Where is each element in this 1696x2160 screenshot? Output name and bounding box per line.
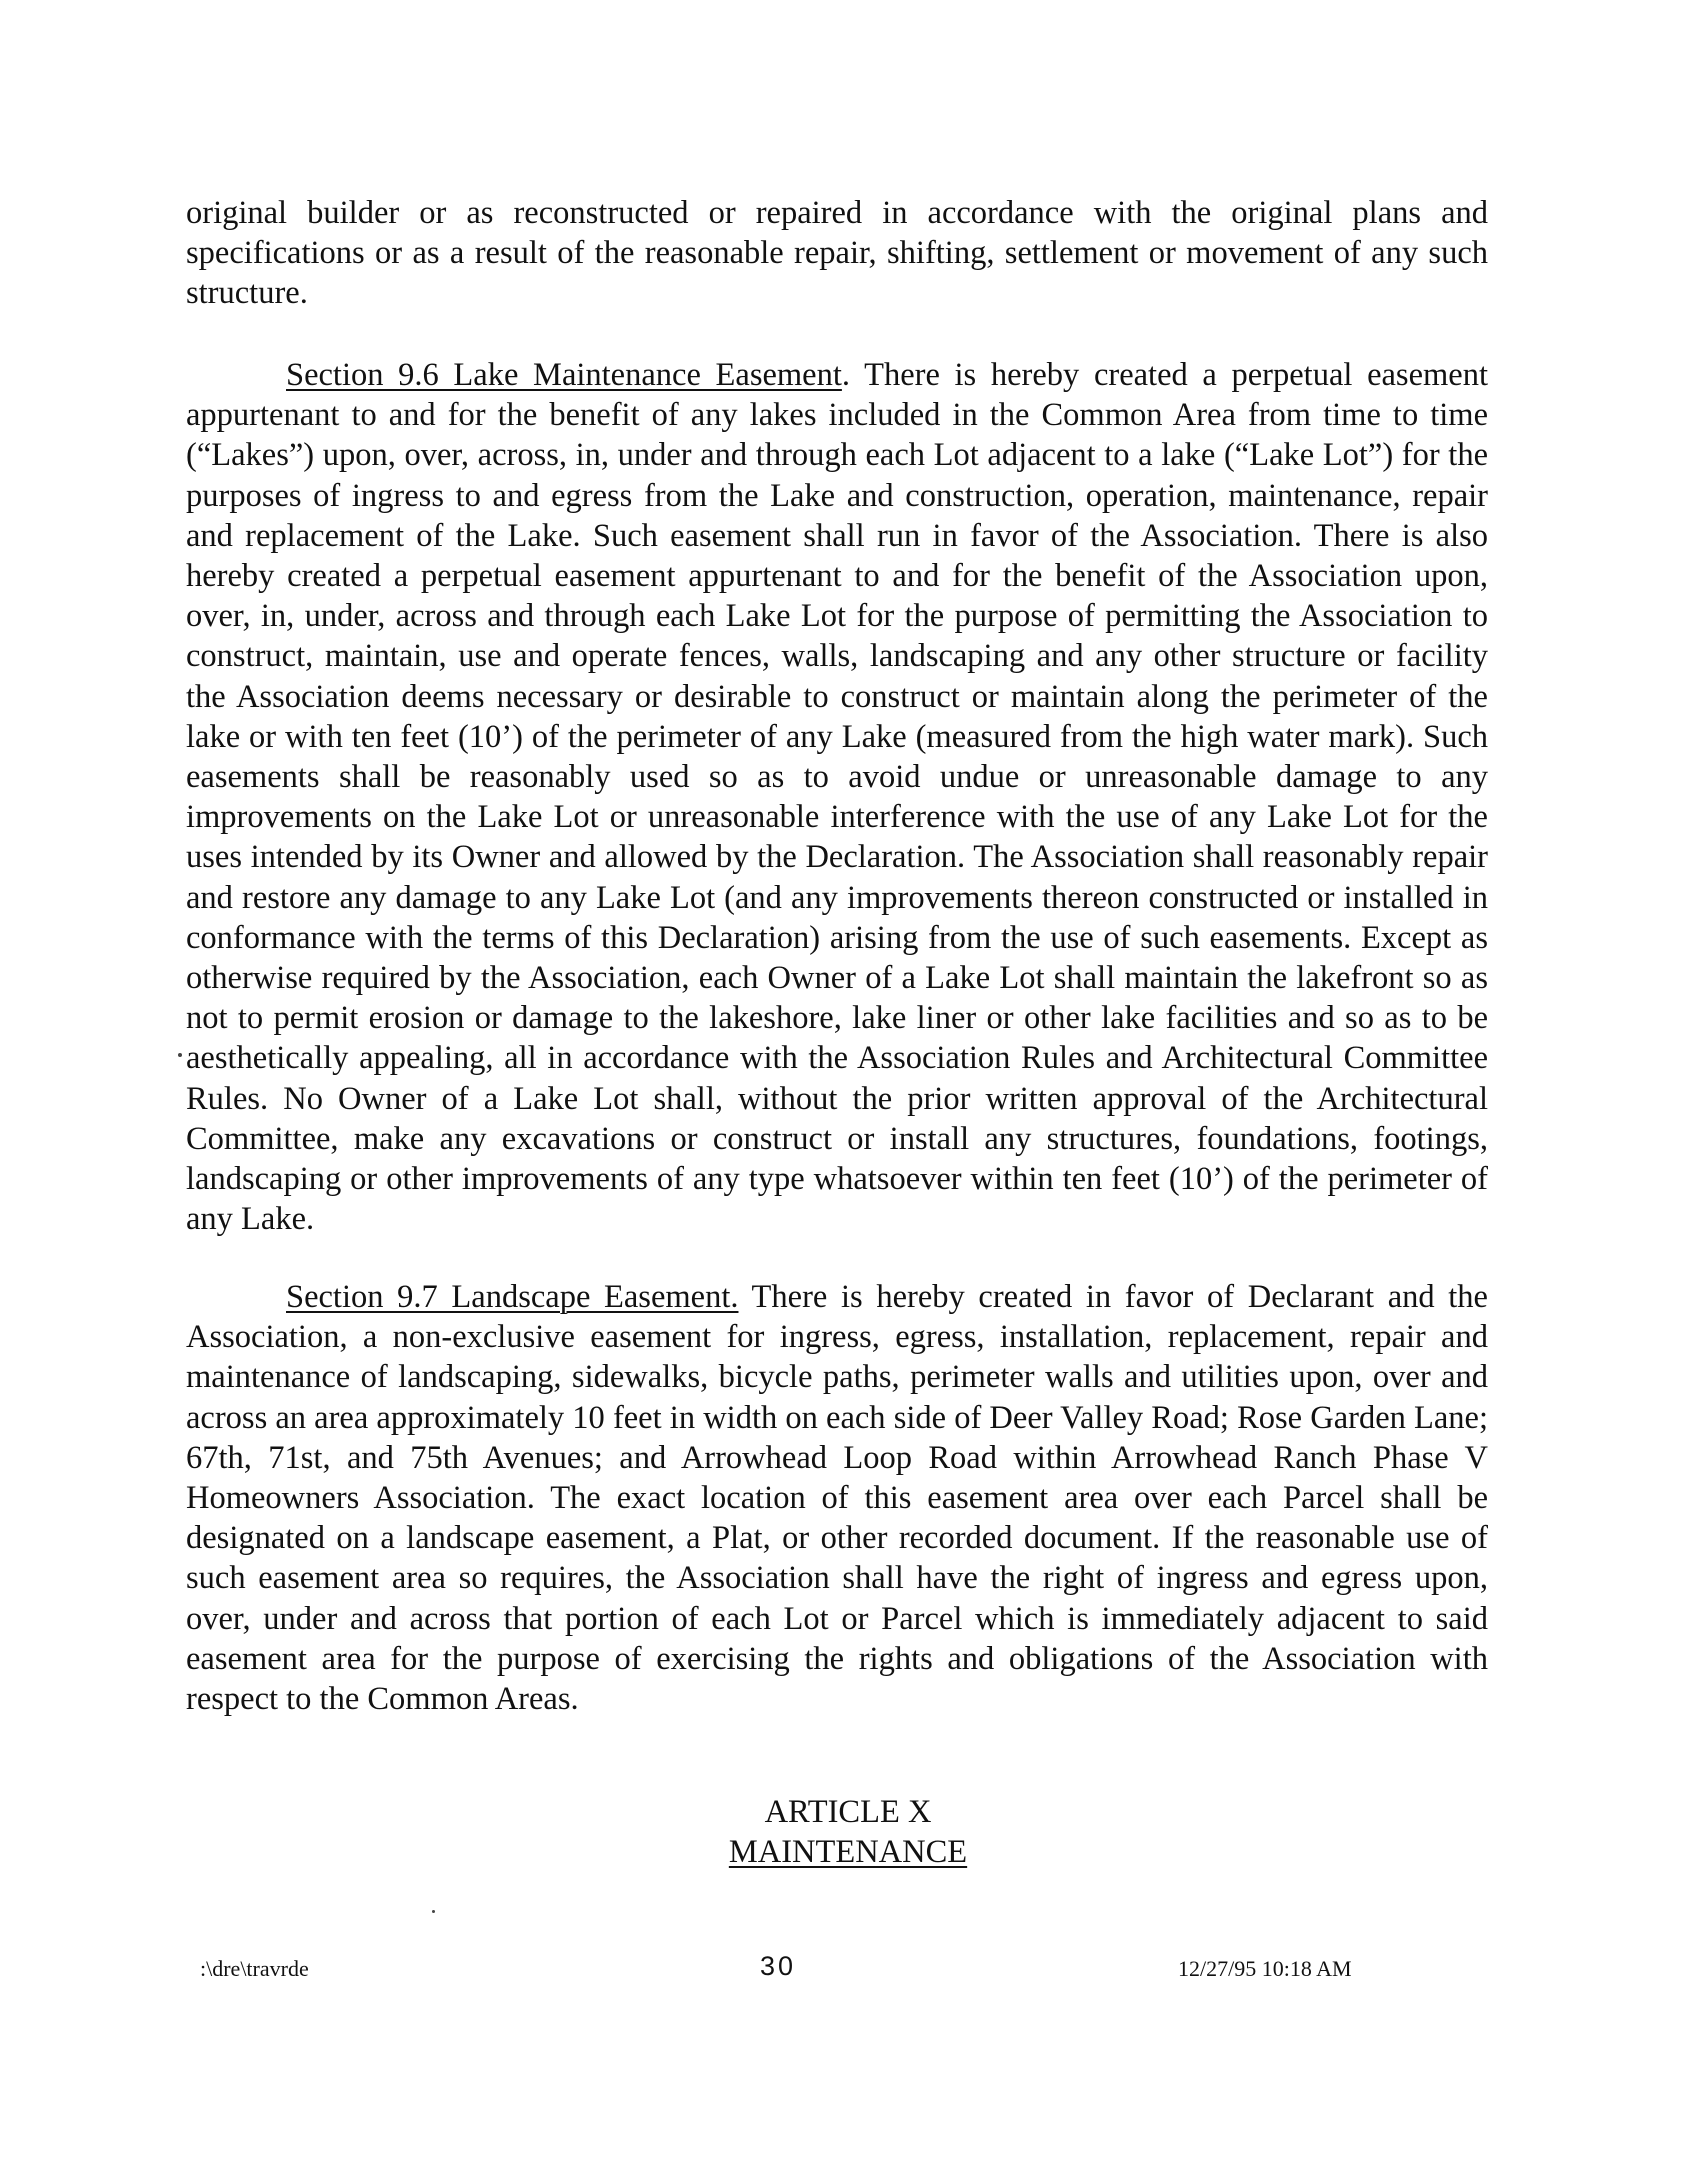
section-9-6-paragraph xyxy=(186,355,1488,1239)
section-9-7-heading: Section 9.7 Landscape Easement. xyxy=(286,1279,739,1315)
article-number: ARTICLE X xyxy=(764,1794,932,1830)
continuation-paragraph: original builder or as reconstructed or repaired in accordance with the original plans and specifications or as a result of the reasonable repair, shifting, settlement or movement of any such structure. xyxy=(186,195,1488,312)
section-9-7-paragraph xyxy=(186,1277,1488,1719)
section-9-6-heading: Section 9.6 Lake Maintenance Easement xyxy=(286,357,842,393)
section-9-6-body: There is hereby created a perpetual easement appurtenant to and for the benefit of any lakes included in the Common Area from time to time (“Lakes”) upon, over, across, in, under and through each Lot adjacent to a lake (“Lake Lot”) for the purposes of ingress to and egress from the Lake and construction, operation, maintenance, repair and replacement of the Lake. Such easement shall run in favor of the Association. There is also hereby created a perpetual easement appurtenant to and for the benefit of the Association upon, over, in, under, across and through each Lake Lot for the purpose of permitting the Association to construct, maintain, use and operate fences, walls, landscaping and any other structure or facility the Association deems necessary or desirable to construct or maintain along the perimeter of the lake or with ten feet (10’) of the perimeter of any Lake (measured from the high water mark). Such easements shall be reasonably used so as to avoid undue or unreasonable damage to any improvements on the Lake Lot or unreasonable interference with the use of any Lake Lot for the uses intended by its Owner and allowed by the Declaration. The Association shall reasonably repair and restore any damage to any Lake Lot (and any improvements thereon constructed or installed in conformance with the terms of this Declaration) arising from the use of such easements. Except as otherwise required by the Association, each Owner of a Lake Lot shall maintain the lakefront so as not to permit erosion or damage to the lakeshore, lake liner or other lake facilities and so as to be aesthetically appealing, all in accordance with the Association Rules and Architectural Committee Rules. No Owner of a Lake Lot shall, without the prior written approval of the Architectural Committee, make any excavations or construct or install any structures, foundations, footings, landscaping or other improvements of any type whatsoever within ten feet (10’) of the perimeter of any Lake. xyxy=(186,357,1488,1238)
footer-timestamp: 12/27/95 10:18 AM xyxy=(1178,1956,1352,1981)
footer-page-number: 30 xyxy=(760,1951,797,1981)
footer-file-path: :\dre\travrde xyxy=(200,1956,309,1981)
section-9-6-heading-punct: . xyxy=(841,357,851,393)
section-9-7-body: There is hereby created in favor of Declarant and the Association, a non-exclusive easement for ingress, egress, installation, replacement, repair and maintenance of landscaping, sidewalks, bicycle paths, perimeter walls and utilities upon, over and across an area approximately 10 feet in width on each side of Deer Valley Road; Rose Garden Lane; 67th, 71st, and 75th Avenues; and Arrowhead Loop Road within Arrowhead Ranch Phase V Homeowners Association. The exact location of this easement area over each Parcel shall be designated on a landscape easement, a Plat, or other recorded document. If the reasonable use of such easement area so requires, the Association shall have the right of ingress and egress upon, over, under and across that portion of each Lot or Parcel which is immediately adjacent to said easement area for the purpose of exercising the rights and obligations of the Association with respect to the Common Areas. xyxy=(186,1279,1488,1718)
article-title: MAINTENANCE xyxy=(728,1834,968,1870)
article-heading xyxy=(0,1792,1696,1872)
scan-speck xyxy=(178,1053,182,1057)
scan-speck xyxy=(432,1910,435,1913)
